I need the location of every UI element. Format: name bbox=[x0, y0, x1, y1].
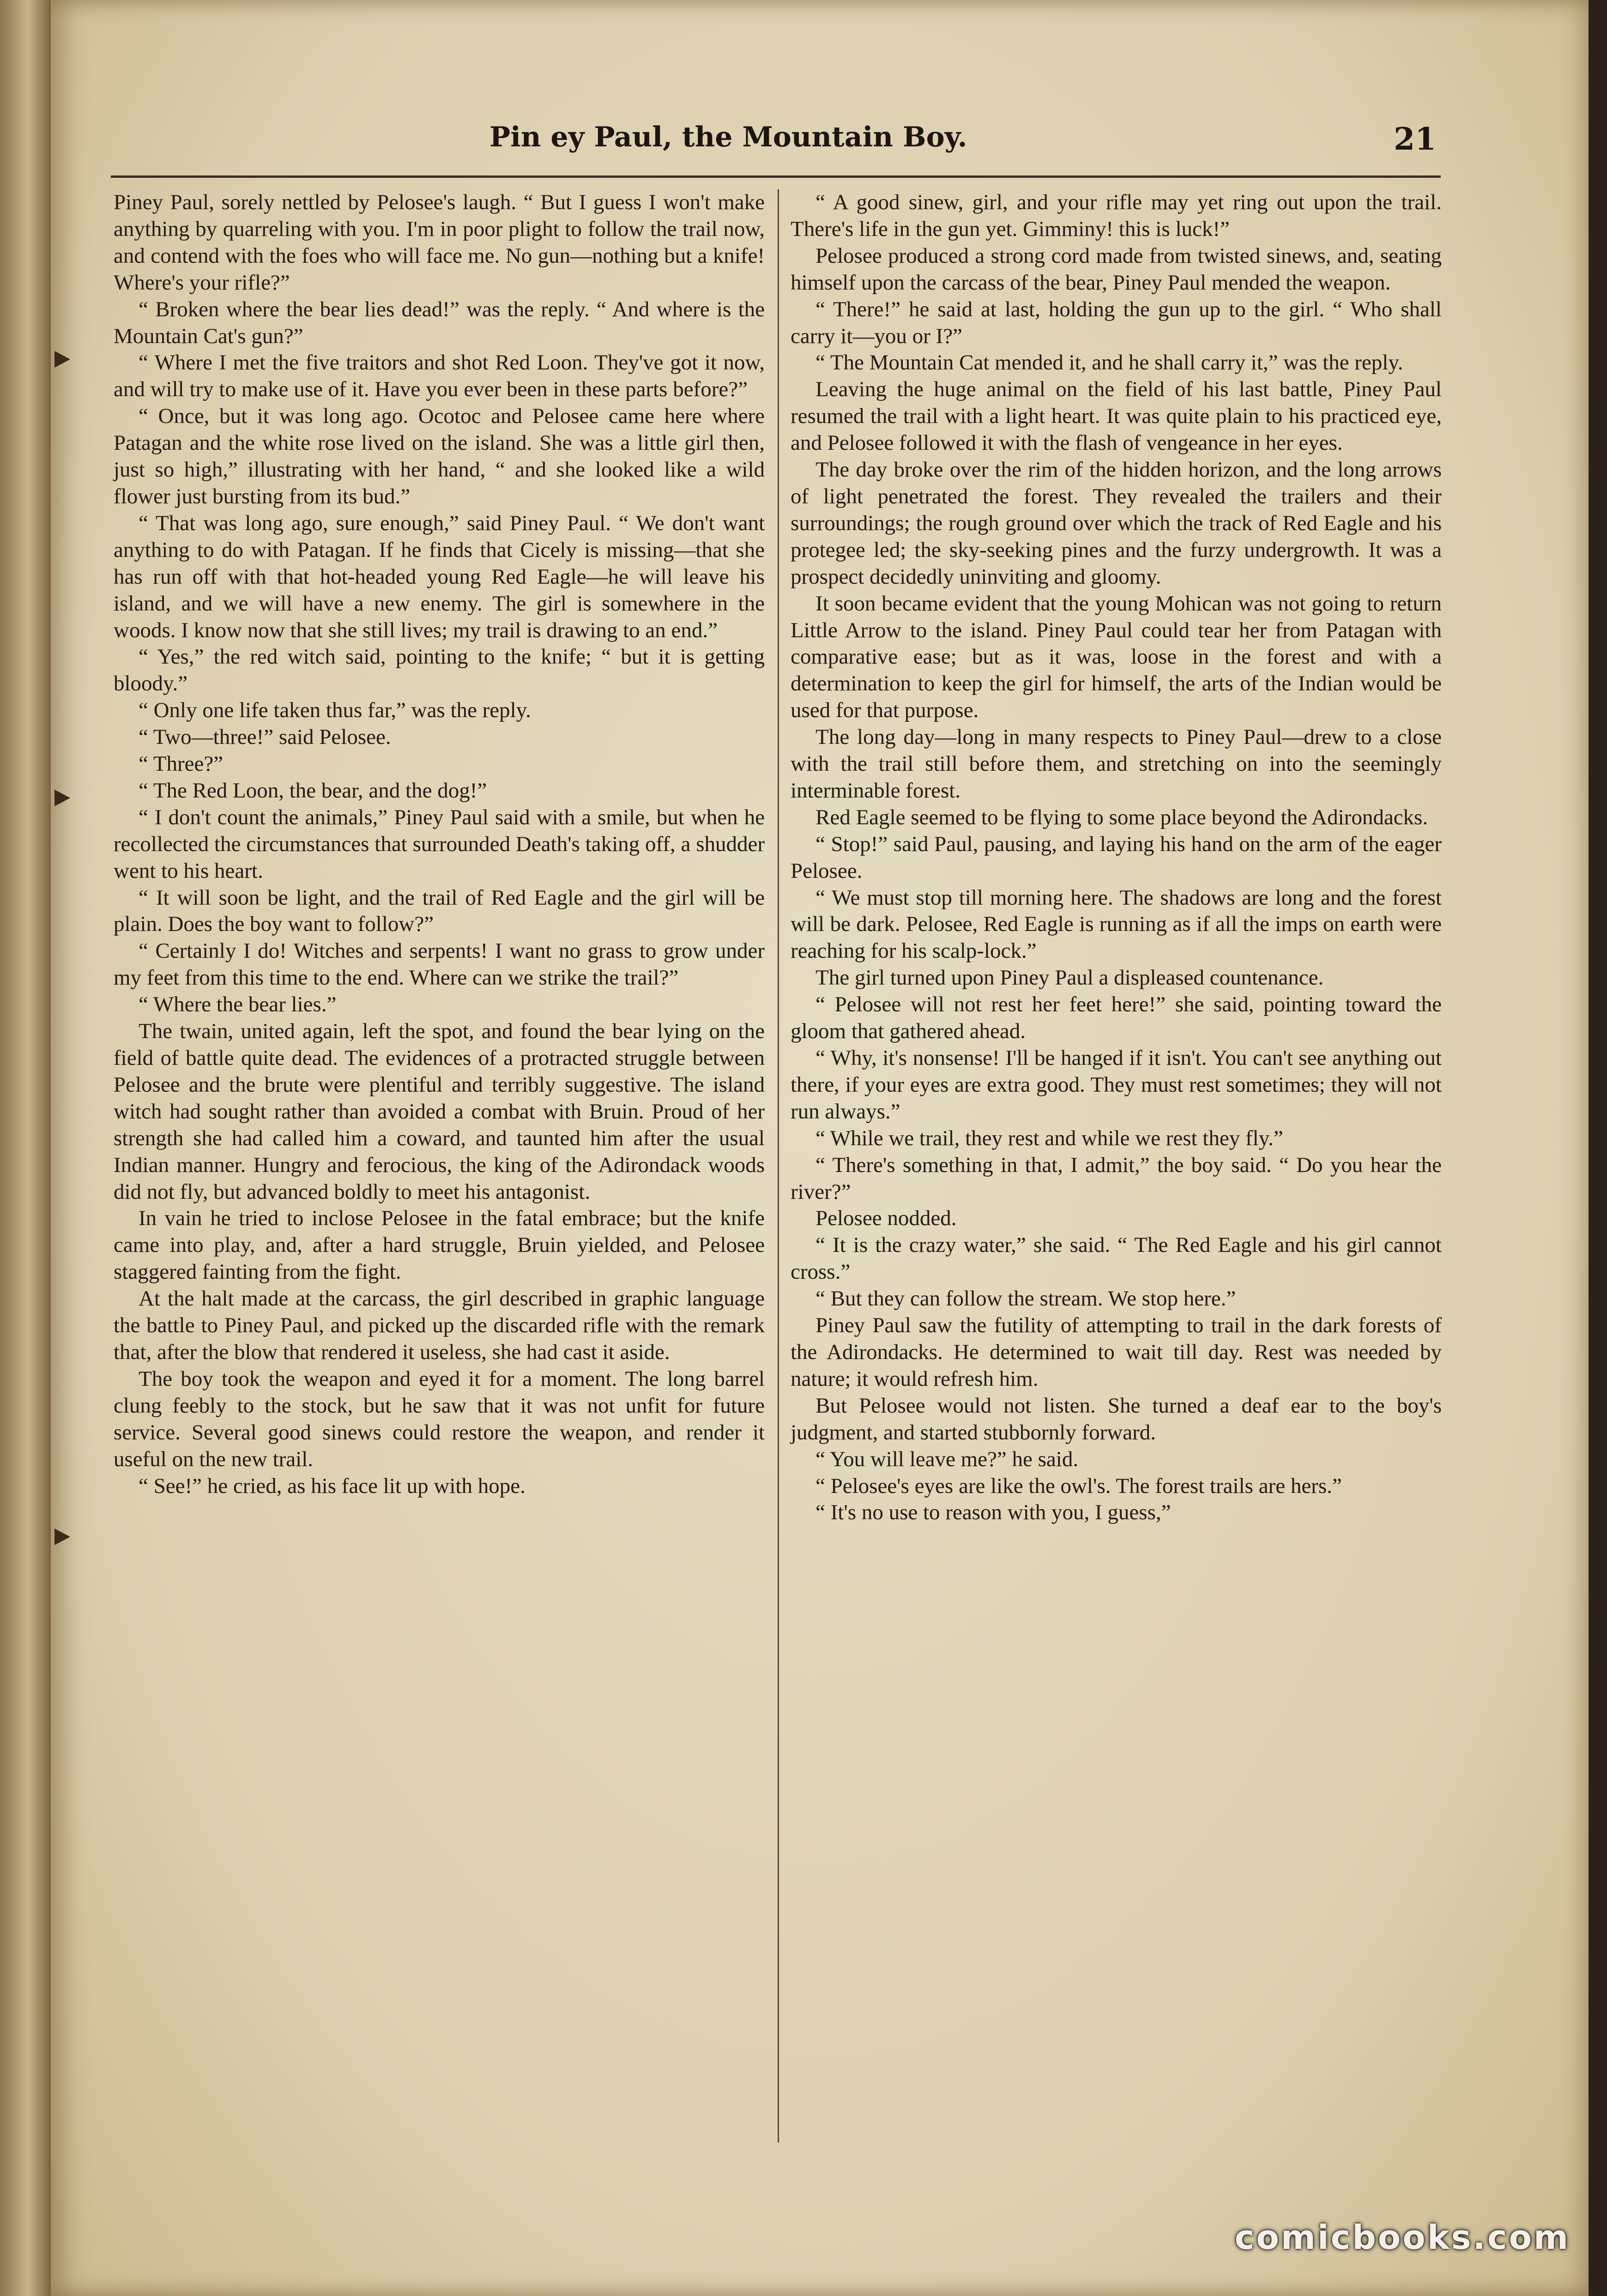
paragraph: “ There!” he said at last, holding the gun up to the girl. “ Who shall carry it—you or I?” bbox=[791, 297, 1442, 348]
paragraph: “ It is the crazy water,” she said. “ The Red Eagle and his girl cannot cross.” bbox=[791, 1233, 1442, 1284]
paragraph: But Pelosee would not listen. She turned a deaf ear to the boy's judgment, and started stubbornly forward. bbox=[791, 1393, 1442, 1444]
paragraph: The boy took the weapon and eyed it for a moment. The long barrel clung feebly to the stock, but he saw that it was not unfit for future service. Several good sinews could restore the weapon, and render it useful on the new trail. bbox=[114, 1366, 765, 1471]
paragraph: “ Yes,” the red witch said, pointing to the knife; “ but it is getting bloody.” bbox=[114, 645, 765, 696]
left-text-column bbox=[114, 189, 765, 2147]
paragraph: In vain he tried to inclose Pelosee in the fatal embrace; but the knife came into play, and, after a hard struggle, Bruin yielded, and Pelosee staggered fainting from the fight. bbox=[114, 1206, 765, 1284]
paragraph: “ Once, but it was long ago. Ocotoc and Pelosee came here where Patagan and the white rose lived on the island. She was a little girl then, just so high,” illustrating with her hand, “ and she looked like a wild flower just bursting from its bud.” bbox=[114, 404, 765, 508]
paragraph: “ A good sinew, girl, and your rifle may yet ring out upon the trail. There's life in the gun yet. Gimminy! this is luck!” bbox=[791, 190, 1442, 241]
paragraph: It soon became evident that the young Mohican was not going to return Little Arrow to the island. Piney Paul could tear her from Patagan with comparative ease; but as it was, loose in the forest and with a determination to keep the girl for himself, the arts of the Indian would be used for that purpose. bbox=[791, 591, 1442, 723]
binding-hole bbox=[54, 351, 70, 368]
paragraph: “ You will leave me?” he said. bbox=[816, 1447, 1079, 1471]
paragraph: “ There's something in that, I admit,” the boy said. “ Do you hear the river?” bbox=[791, 1153, 1442, 1204]
paragraph: “ It will soon be light, and the trail of Red Eagle and the girl will be plain. Does the boy want to follow?” bbox=[114, 885, 765, 937]
paragraph: “ See!” he cried, as his face lit up with hope. bbox=[139, 1474, 526, 1498]
running-title: Pin ey Paul, the Mountain Boy. bbox=[489, 121, 967, 153]
paragraph: “ Two—three!” said Pelosee. bbox=[139, 725, 391, 749]
paragraph: “ Stop!” said Paul, pausing, and laying his hand on the arm of the eager Pelosee. bbox=[791, 832, 1442, 883]
paragraph: Piney Paul saw the futility of attempting to trail in the dark forests of the Adirondacks. He determined to wait till day. Rest was needed by nature; it would refresh him. bbox=[791, 1313, 1442, 1391]
paragraph: “ But they can follow the stream. We stop here.” bbox=[816, 1287, 1236, 1311]
paragraph: Piney Paul, sorely nettled by Pelosee's laugh. “ But I guess I won't make anything by quarreling with you. I'm in poor plight to follow the trail now, and contend with the foes who will face me. No gun—nothing but a knife! Where's your rifle?” bbox=[114, 190, 765, 295]
binding-hole bbox=[54, 790, 70, 806]
binding-edge bbox=[0, 0, 51, 2296]
paragraph: The twain, united again, left the spot, and found the bear lying on the field of battle quite dead. The evidences of a protracted struggle between Pelosee and the brute were plentiful and terribly suggestive. The island witch had sought rather than avoided a combat with Bruin. Proud of her strength she had called him a coward, and taunted him after the usual Indian manner. Hungry and ferocious, the king of the Adirondack woods did not fly, but advanced boldly to meet his antagonist. bbox=[114, 1019, 765, 1204]
paragraph: “ Only one life taken thus far,” was the reply. bbox=[139, 698, 531, 723]
page-header bbox=[489, 121, 1436, 161]
paragraph: “ Where the bear lies.” bbox=[139, 992, 337, 1017]
header-rule bbox=[111, 175, 1441, 178]
paragraph: “ Where I met the five traitors and shot Red Loon. They've got it now, and will try to make use of it. Have you ever been in these parts before?” bbox=[114, 350, 765, 402]
paragraph: Leaving the huge animal on the field of his last battle, Piney Paul resumed the trail with a light heart. It was quite plain to his practiced eye, and Pelosee followed it with the flash of vengeance in her eyes. bbox=[791, 377, 1442, 455]
paragraph: The long day—long in many respects to Piney Paul—drew to a close with the trail still before them, and stretching on into the seemingly interminable forest. bbox=[791, 725, 1442, 803]
paragraph: “ The Red Loon, the bear, and the dog!” bbox=[139, 778, 487, 803]
paragraph: “ Three?” bbox=[139, 752, 224, 776]
paragraph: “ Pelosee will not rest her feet here!” she said, pointing toward the gloom that gathered ahead. bbox=[791, 992, 1442, 1044]
page-number: 21 bbox=[1394, 121, 1436, 157]
paragraph: Red Eagle seemed to be flying to some place beyond the Adirondacks. bbox=[816, 805, 1428, 829]
paragraph: “ We must stop till morning here. The shadows are long and the forest will be dark. Pelosee, Red Eagle is running as if all the imps on earth were reaching for his scalp-lock.” bbox=[791, 885, 1442, 963]
paragraph: The girl turned upon Piney Paul a displeased countenance. bbox=[816, 966, 1324, 990]
paragraph: “ Pelosee's eyes are like the owl's. The forest trails are hers.” bbox=[816, 1474, 1342, 1498]
paragraph: The day broke over the rim of the hidden horizon, and the long arrows of light penetrated the forest. They revealed the trailers and their surroundings; the rough ground over which the track of Red Eagle and his protegee led; the sky-seeking pines and the furzy undergrowth. It was a prospect decidedly uninviting and gloomy. bbox=[791, 458, 1442, 589]
paragraph: “ It's no use to reason with you, I guess,” bbox=[816, 1500, 1171, 1525]
paragraph: “ Certainly I do! Witches and serpents! I want no grass to grow under my feet from this time to the end. Where can we strike the trail?” bbox=[114, 939, 765, 990]
paragraph: “ That was long ago, sure enough,” said Piney Paul. “ We don't want anything to do with Patagan. If he finds that Cicely is missing—that she has run off with that hot-headed young Red Eagle—he will leave his island, and we will have a new enemy. The girl is somewhere in the woods. I know now that she still lives; my trail is drawing to an end.” bbox=[114, 511, 765, 642]
paragraph: “ While we trail, they rest and while we rest they fly.” bbox=[816, 1126, 1283, 1150]
binding-hole bbox=[54, 1529, 70, 1545]
paragraph: Pelosee produced a strong cord made from twisted sinews, and, seating himself upon the carcass of the bear, Piney Paul mended the weapon. bbox=[791, 243, 1442, 295]
paragraph: At the halt made at the carcass, the girl described in graphic language the battle to Piney Paul, and picked up the discarded rifle with the remark that, after the blow that rendered it useless, she had cast it aside. bbox=[114, 1287, 765, 1364]
paragraph: “ Why, it's nonsense! I'll be hanged if it isn't. You can't see anything out there, if your eyes are extra good. They must rest sometimes; they will not run always.” bbox=[791, 1046, 1442, 1124]
column-divider bbox=[778, 189, 779, 2143]
right-text-column bbox=[791, 189, 1442, 2147]
paragraph: “ The Mountain Cat mended it, and he shall carry it,” was the reply. bbox=[816, 350, 1403, 375]
paragraph: “ Broken where the bear lies dead!” was the reply. “ And where is the Mountain Cat's gun?” bbox=[114, 297, 765, 348]
site-watermark: comicbooks.com bbox=[1234, 2218, 1570, 2257]
paragraph: “ I don't count the animals,” Piney Paul said with a smile, but when he recollected the circumstances that surrounded Death's taking off, a shudder went to his heart. bbox=[114, 805, 765, 883]
paragraph: Pelosee nodded. bbox=[816, 1206, 957, 1231]
